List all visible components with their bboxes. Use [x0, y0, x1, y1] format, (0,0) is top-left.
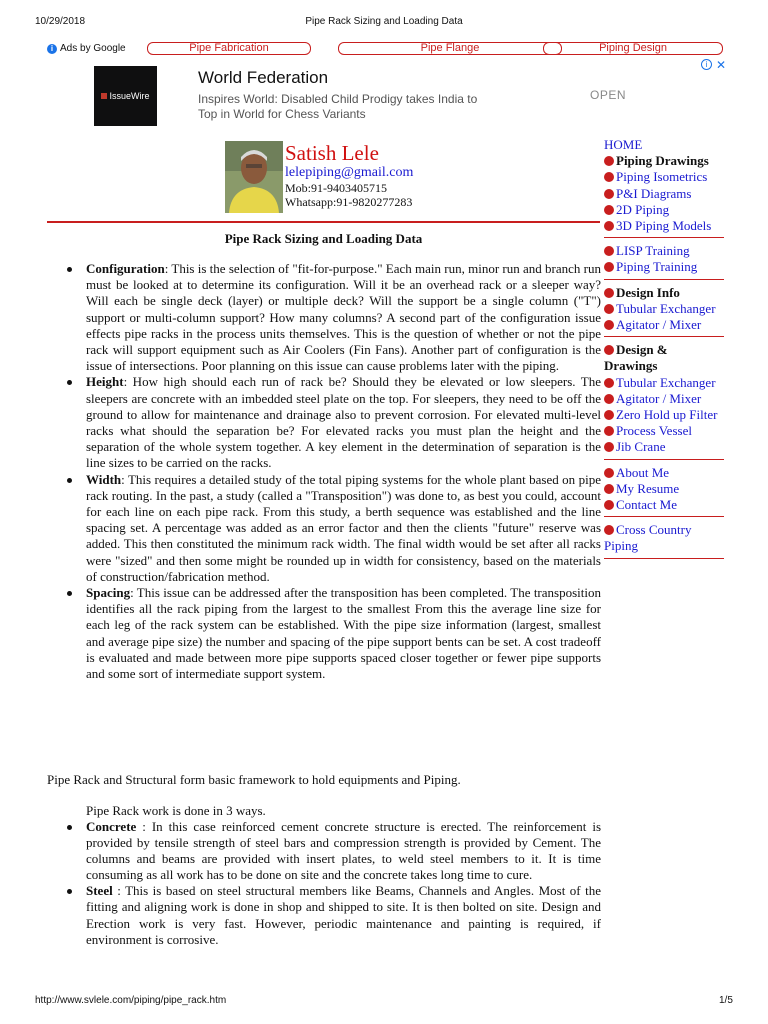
ads-label: Ads by Google	[60, 43, 126, 54]
sidebar-divider	[604, 459, 724, 460]
ad-open-button[interactable]: OPEN	[590, 88, 627, 102]
sidebar-divider	[604, 237, 724, 238]
ad-logo[interactable]	[94, 66, 157, 126]
bullet-icon	[604, 442, 614, 452]
sidebar-item-3d-piping[interactable]: 3D Piping Models	[616, 218, 712, 234]
list-item-text: : This requires a detailed study of the total piping systems for the whole plant based on pipe rack routing. In the past, a study (called a "Transposition") was done to, as best you could, account for each line on each pipe rack. From this study, a berth sequence was established and the line spacing set. A percentage was added as an error factor and then the clients "future" reserve was added. This then constituted the minimum rack width. The final width would be set after all racks were "sized" and then some might be rounded up in width for consistency, based on the materials of construction/fabrication method.	[86, 471, 601, 584]
sidebar-heading-design-info: Design Info	[616, 284, 680, 300]
ad-body: Inspires World: Disabled Child Prodigy takes India to Top in World for Chess Variants	[198, 92, 478, 121]
author-name: Satish Lele	[285, 141, 379, 165]
list-item	[86, 585, 601, 682]
list-item	[86, 374, 601, 471]
sidebar-divider	[604, 558, 724, 559]
sidebar-item-about-me[interactable]: About Me	[616, 464, 670, 480]
sidebar-item-piping-isometrics[interactable]: Piping Isometrics	[616, 169, 708, 185]
print-header-title: Pipe Rack Sizing and Loading Data	[305, 16, 463, 27]
sidebar-item-2d-piping[interactable]: 2D Piping	[616, 201, 670, 217]
bullet-icon	[604, 221, 614, 231]
sidebar-item-jib-crane[interactable]: Jib Crane	[616, 439, 666, 455]
logo-mark-icon	[101, 93, 107, 99]
bullet-icon	[604, 262, 614, 272]
ads-by-google[interactable]	[47, 43, 126, 54]
info-icon: i	[47, 44, 57, 54]
ad-link-pipe-fabrication[interactable]: Pipe Fabrication	[147, 42, 311, 55]
close-icon[interactable]: ✕	[716, 58, 727, 72]
bullet-icon	[604, 205, 614, 215]
sidebar-item-process-vessel[interactable]: Process Vessel	[616, 423, 692, 439]
sidebar-divider	[604, 336, 724, 337]
header-divider	[47, 221, 600, 223]
sidebar-heading-piping-drawings: Piping Drawings	[616, 153, 709, 169]
pipe-rack-intro: Pipe Rack and Structural form basic framework to hold equipments and Piping.	[47, 772, 461, 787]
sidebar-item-my-resume[interactable]: My Resume	[616, 480, 680, 496]
sidebar-divider	[604, 279, 724, 280]
sidebar-item-tubular-exchanger-drawings[interactable]: Tubular Exchanger	[616, 374, 716, 390]
list-item-term: Concrete	[86, 819, 137, 834]
sidebar-item-agitator-mixer-drawings[interactable]: Agitator / Mixer	[616, 390, 702, 406]
print-date: 10/29/2018	[35, 16, 86, 27]
author-photo	[225, 141, 283, 213]
footer-page-number: 1/5	[719, 995, 733, 1006]
ad-logo-text: IssueWire	[109, 91, 150, 101]
list-item-text: : This is the selection of "fit-for-purpose." Each main run, minor run and branch run must be looked at to determine its configuration. Will it be an overhead rack or a sleeper way? Will each be single deck (layer) or multiple deck? Will the support be a single column ("T") support or multi-column support? How many columns? A second part of the configuration issue effects pipe racks in the process units themselves. This is the question of whether or not the pipe rack will support equipment such as Air Coolers (Fin Fans). Another part of configuration is the issue of intersections. Poor planning on this issue can cause problems later with the piping.	[86, 261, 601, 374]
ad-link-pipe-flange[interactable]: Pipe Flange	[338, 42, 562, 55]
bullet-icon	[604, 320, 614, 330]
construction-ways-list	[86, 819, 601, 948]
bullet-icon	[604, 484, 614, 494]
rack-considerations-list	[86, 261, 601, 682]
sidebar-item-zero-hold-up-filter[interactable]: Zero Hold up Filter	[616, 407, 718, 423]
bullet-icon	[604, 468, 614, 478]
ads-bar	[47, 42, 727, 56]
bullet-icon	[604, 172, 614, 182]
list-item-term: Height	[86, 374, 124, 390]
list-item	[86, 261, 601, 374]
sidebar-divider	[604, 516, 724, 517]
ad-link-piping-design[interactable]: Piping Design	[543, 42, 723, 55]
pipe-rack-ways: Pipe Rack work is done in 3 ways.	[86, 803, 266, 818]
bullet-icon	[604, 288, 614, 298]
list-item-text: : In this case reinforced cement concrete structure is erected. The reinforcement is provided by tensile strength of steel bars and compression strength is provided by Cement. The columns and beams are provided with insert plates, to weld steel members to it. It is time consuming as all work has to be done on site and the concrete takes long time to cure.	[86, 819, 601, 883]
sidebar-item-tubular-exchanger[interactable]: Tubular Exchanger	[616, 300, 716, 316]
page-title: Pipe Rack Sizing and Loading Data	[224, 231, 423, 246]
sidebar-item-agitator-mixer[interactable]: Agitator / Mixer	[616, 317, 702, 333]
list-item-term: Steel	[86, 883, 113, 899]
bullet-icon	[604, 500, 614, 510]
author-mobile: Mob:91-9403405715	[285, 181, 387, 195]
bullet-icon	[604, 410, 614, 420]
sidebar-item-contact-me[interactable]: Contact Me	[616, 497, 678, 513]
list-item-term: Width	[86, 471, 122, 487]
author-whatsapp: Whatsapp:91-9820277283	[285, 195, 413, 209]
sidebar-item-pid-diagrams[interactable]: P&I Diagrams	[616, 185, 692, 201]
list-item-text: : This issue can be addressed after the transposition has been completed. The transposition identifies all the rack piping from the largest to the smallest From this the average line size for each leg of the rack system can be established. With the pipe size information (largest, smallest and average pipe size) the number and spacing of the pipe support bents can be set. A cost tradeoff is evaluated and made between more pipe supports spaced closer together or fewer pipe supports and some sort of intermediate support system.	[86, 585, 601, 682]
list-item-text: : This is based on steel structural members like Beams, Channels and Angles. Most of the fitting and aligning work is done in shop and shipped to site. It is then bolted on site. Design and Erection work is very fast. However, periodic maintenance and painting is required, if environment is corrosive.	[86, 883, 601, 947]
sidebar-nav	[604, 137, 724, 564]
bullet-icon	[604, 189, 614, 199]
ad-headline[interactable]: World Federation	[198, 68, 329, 87]
bullet-icon	[604, 426, 614, 436]
author-email-link[interactable]: lelepiping@gmail.com	[285, 165, 414, 180]
footer-url: http://www.svlele.com/piping/pipe_rack.htm	[35, 995, 227, 1006]
sidebar-heading-design-drawings: Design & Drawings	[604, 342, 668, 374]
list-item-text: : How high should each run of rack be? Should they be elevated or low sleepers. The sleepers are concrete with an imbedded steel plate on the top. For sleepers, they need to be off the ground to allow for maintenance and drainage also to prevent corrosion. For elevated multi-level racks what should the separation be? For elevated racks you must plan the height and the separation of the whole system together. A key element in the determination of separation is the line sizes to be carried on the racks.	[86, 374, 601, 471]
bullet-icon	[604, 394, 614, 404]
bullet-icon	[604, 304, 614, 314]
list-item	[86, 819, 601, 883]
sidebar-item-home[interactable]: HOME	[604, 137, 643, 152]
bullet-icon	[604, 525, 614, 535]
sidebar-item-cross-country-piping[interactable]: Cross Country Piping	[604, 522, 692, 554]
ad-choices-icon[interactable]: i	[701, 59, 712, 70]
list-item-term: Configuration	[86, 261, 165, 276]
list-item	[86, 472, 601, 585]
bullet-icon	[604, 345, 614, 355]
sidebar-item-piping-training[interactable]: Piping Training	[616, 259, 698, 275]
ad-banner[interactable]	[94, 58, 734, 128]
sidebar-item-lisp-training[interactable]: LISP Training	[616, 243, 690, 259]
bullet-icon	[604, 378, 614, 388]
list-item-term: Spacing	[86, 585, 131, 601]
bullet-icon	[604, 246, 614, 256]
list-item	[86, 883, 601, 947]
bullet-icon	[604, 156, 614, 166]
